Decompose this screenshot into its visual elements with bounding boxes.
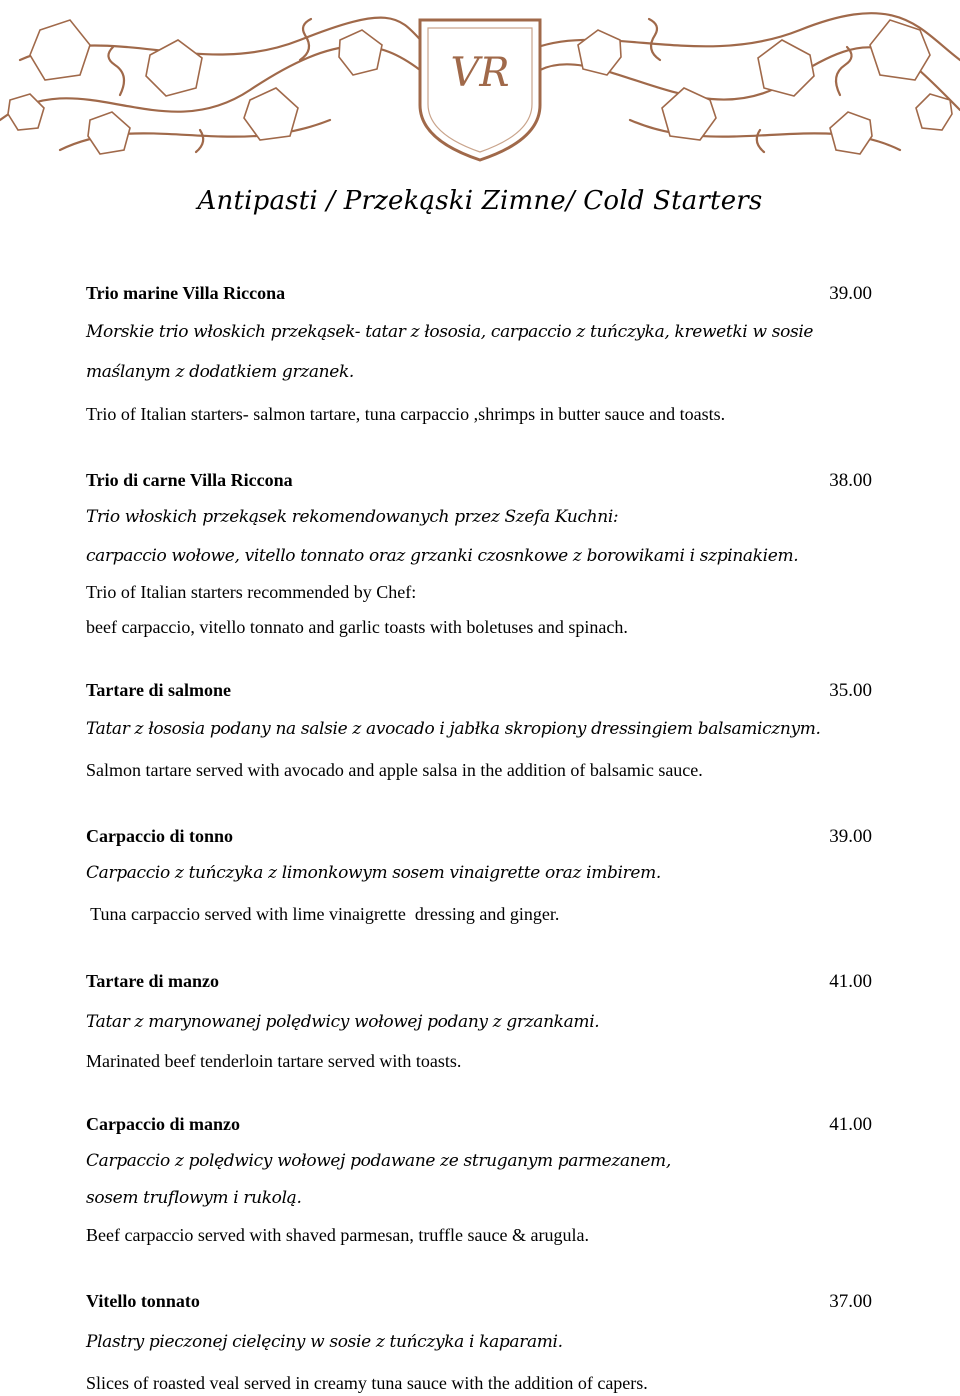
item-name: Carpaccio di tonno bbox=[86, 826, 234, 846]
item-price: 41.00 bbox=[829, 1114, 872, 1135]
item-description-pl: Tatar z marynowanej polędwicy wołowej podany z grzankami. bbox=[86, 1012, 600, 1032]
item-name: Vitello tonnato bbox=[86, 1291, 200, 1311]
item-description-en: Trio of Italian starters- salmon tartare, tuna carpaccio ,shrimps in butter sauce and toasts. bbox=[86, 404, 726, 424]
item-description-pl: carpaccio wołowe, vitello tonnato oraz grzanki czosnkowe z borowikami i szpinakiem. bbox=[86, 546, 799, 566]
item-price: 39.00 bbox=[829, 283, 872, 304]
item-description-pl: Plastry pieczonej cielęciny w sosie z tuńczyka i kaparami. bbox=[86, 1332, 563, 1352]
item-description-pl: sosem truflowym i rukolą. bbox=[86, 1188, 302, 1208]
item-description-pl: Trio włoskich przekąsek rekomendowanych przez Szefa Kuchni: bbox=[86, 507, 619, 527]
item-price: 37.00 bbox=[829, 1291, 872, 1312]
item-description-en: Slices of roasted veal served in creamy tuna sauce with the addition of capers. bbox=[86, 1373, 648, 1393]
item-price: 41.00 bbox=[829, 971, 872, 992]
monogram-logo: VR bbox=[450, 50, 510, 96]
item-price: 38.00 bbox=[829, 470, 872, 491]
item-description-pl: Morskie trio włoskich przekąsek- tatar z łososia, carpaccio z tuńczyka, krewetki w sosie bbox=[86, 322, 814, 342]
item-name: Tartare di manzo bbox=[86, 971, 219, 991]
item-description-pl: Carpaccio z polędwicy wołowej podawane ze struganym parmezanem, bbox=[86, 1151, 671, 1171]
item-description-pl: Tatar z łososia podany na salsie z avocado i jabłka skropiony dressingiem balsamicznym. bbox=[86, 719, 821, 739]
item-name: Trio marine Villa Riccona bbox=[86, 283, 286, 303]
item-description-pl: maślanym z dodatkiem grzanek. bbox=[86, 362, 354, 382]
item-price: 39.00 bbox=[829, 826, 872, 847]
item-name: Carpaccio di manzo bbox=[86, 1114, 240, 1134]
item-price: 35.00 bbox=[829, 680, 872, 701]
item-description-pl: Carpaccio z tuńczyka z limonkowym sosem vinaigrette oraz imbirem. bbox=[86, 863, 661, 883]
header-decoration bbox=[0, 0, 960, 180]
page-title: Antipasti / Przekąski Zimne/ Cold Starters bbox=[197, 186, 763, 216]
item-description-en: Salmon tartare served with avocado and apple salsa in the addition of balsamic sauce. bbox=[86, 760, 703, 780]
item-description-en: Trio of Italian starters recommended by Chef: bbox=[86, 582, 417, 602]
item-description-en: beef carpaccio, vitello tonnato and garlic toasts with boletuses and spinach. bbox=[86, 617, 628, 637]
item-name: Tartare di salmone bbox=[86, 680, 232, 700]
item-description-en: Marinated beef tenderloin tartare served with toasts. bbox=[86, 1051, 462, 1071]
item-description-en: Beef carpaccio served with shaved parmesan, truffle sauce & arugula. bbox=[86, 1225, 589, 1245]
item-name: Trio di carne Villa Riccona bbox=[86, 470, 293, 490]
item-description-en: Tuna carpaccio served with lime vinaigrette dressing and ginger. bbox=[86, 904, 560, 924]
